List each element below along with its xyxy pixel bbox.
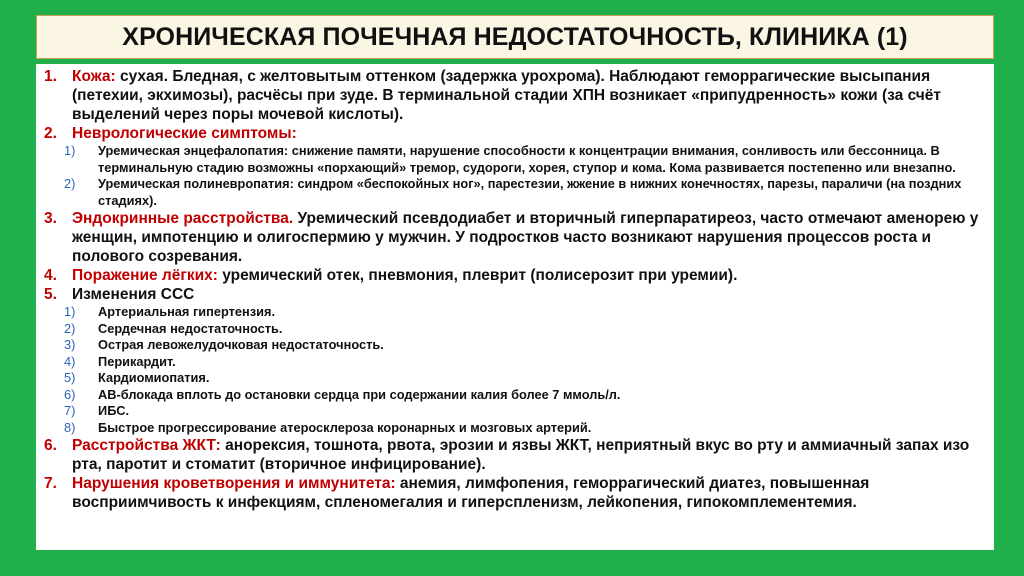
item-number: 6. bbox=[44, 437, 57, 454]
list-item-cardio bbox=[44, 285, 986, 304]
list-item-skin bbox=[44, 67, 986, 124]
list-item-neuro bbox=[44, 124, 986, 143]
item-text: Изменения ССС bbox=[72, 286, 195, 303]
sub-item-number: 8) bbox=[64, 419, 76, 435]
item-number: 5. bbox=[44, 286, 57, 303]
sub-item bbox=[44, 321, 986, 338]
item-number: 1. bbox=[44, 68, 57, 85]
sub-item-number: 6) bbox=[64, 386, 76, 402]
item-label: Нарушения кроветворения и иммунитета: bbox=[72, 475, 396, 492]
item-text: сухая. Бледная, с желтовытым оттенком (задержка урохрома). Наблюдают геморрагические высыпания (петехии, экхимозы), расчёсы при зуде. В терминальной стадии ХПН возникает «припудренность» кожи (за счёт выделений через поры мочевой кислоты). bbox=[72, 68, 942, 123]
item-text: анорексия, тошнота, рвота, эрозии и язвы ЖКТ, неприятный вкус во рту и аммиачный запах изо рта, паротит и стоматит (вторичное инфицирование). bbox=[72, 437, 970, 473]
sub-item-text: Быстрое прогрессирование атеросклероза коронарных и мозговых артерий. bbox=[98, 419, 592, 435]
item-number: 7. bbox=[44, 475, 57, 492]
sub-item-text: Уремическая энцефалопатия: снижение памяти, нарушение способности к концентрации внимания, сонливость или бессонница. В терминальную стадию возможны «порхающий» тремор, судороги, хорея, ступор и кома. Кома развивается постепенно или внезапно. bbox=[98, 143, 956, 175]
item-label: Неврологические симптомы: bbox=[72, 125, 297, 142]
sub-item-text: Артериальная гипертензия. bbox=[98, 304, 275, 319]
sub-item bbox=[44, 420, 986, 437]
item-number: 3. bbox=[44, 210, 57, 227]
sub-item-text: ИБС. bbox=[98, 403, 130, 418]
sub-item-text: Сердечная недостаточность. bbox=[98, 320, 283, 336]
title-box bbox=[36, 15, 994, 59]
item-number: 2. bbox=[44, 125, 57, 142]
sub-item-text: Уремическая полиневропатия: синдром «беспокойных ног», парестезии, жжение в нижних конечностях, парезы, параличи (на поздних стадиях). bbox=[98, 176, 962, 208]
item-label: Эндокринные расстройства. bbox=[72, 210, 294, 227]
sub-item-text: АВ-блокада вплоть до остановки сердца при содержании калия более 7 ммоль/л. bbox=[98, 386, 621, 402]
sub-item bbox=[44, 370, 986, 387]
list-item-endocrine bbox=[44, 209, 986, 266]
sub-item-number: 7) bbox=[64, 403, 76, 418]
sub-item-number: 1) bbox=[64, 143, 76, 158]
sub-item bbox=[44, 143, 986, 176]
sub-item bbox=[44, 176, 986, 209]
list-item-lungs bbox=[44, 266, 986, 285]
item-label: Расстройства ЖКТ: bbox=[72, 437, 221, 454]
list-item-hematology bbox=[44, 474, 986, 512]
sub-item-number: 4) bbox=[64, 353, 76, 369]
sub-item bbox=[44, 403, 986, 420]
sub-item bbox=[44, 354, 986, 371]
sub-item bbox=[44, 387, 986, 404]
sub-item-number: 5) bbox=[64, 370, 76, 385]
sub-item bbox=[44, 304, 986, 321]
sub-item-text: Кардиомиопатия. bbox=[98, 370, 210, 385]
sub-item-number: 2) bbox=[64, 176, 76, 191]
sub-item-number: 2) bbox=[64, 320, 76, 336]
item-text: анемия, лимфопения, геморрагический диатез, повышенная восприимчивость к инфекциям, спленомегалия и гиперспленизм, лейкопения, гипокомплементемия. bbox=[72, 475, 870, 511]
item-label: Кожа: bbox=[72, 68, 116, 85]
list-item-gi bbox=[44, 436, 986, 474]
content-panel bbox=[36, 64, 994, 550]
sub-item-text: Острая левожелудочковая недостаточность. bbox=[98, 337, 384, 352]
item-text: Уремический псевдодиабет и вторичный гиперпаратиреоз, часто отмечают аменорею у женщин, импотенцию и олигоспермию у мужчин. У подростков часто возникают нарушения процессов роста и полового созревания. bbox=[72, 210, 979, 265]
item-text: уремический отек, пневмония, плеврит (полисерозит при уремии). bbox=[222, 267, 738, 284]
sub-item-number: 3) bbox=[64, 337, 76, 352]
item-number: 4. bbox=[44, 267, 57, 284]
sub-item-text: Перикардит. bbox=[98, 353, 176, 369]
sub-item bbox=[44, 337, 986, 354]
slide-title: ХРОНИЧЕСКАЯ ПОЧЕЧНАЯ НЕДОСТАТОЧНОСТЬ, КЛИНИКА (1) bbox=[122, 22, 908, 51]
item-label: Поражение лёгких: bbox=[72, 267, 218, 284]
sub-item-number: 1) bbox=[64, 304, 76, 319]
